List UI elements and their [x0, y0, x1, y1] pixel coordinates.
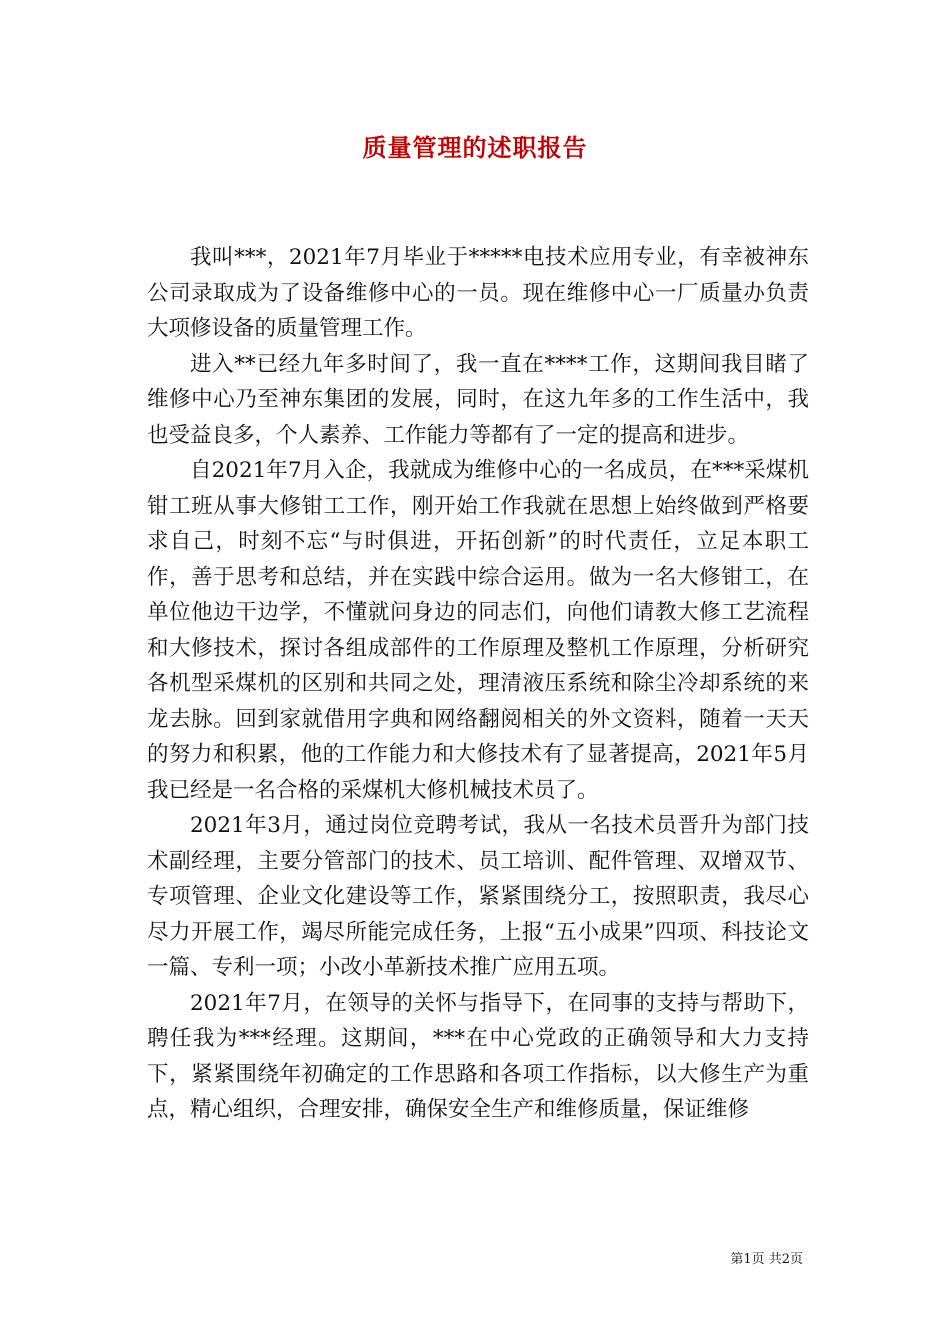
paragraph-3: 自2021年7月入企，我就成为维修中心的一名成员，在***采煤机钳工班从事大修钳工工作，刚开始工作我就在思想上始终做到严格要求自己，时刻不忘“与时俱进，开拓创新”的时代责任，立足本职工作，善于思考和总结，并在实践中综合运用。做为一名大修钳工，在单位他边干边学，不懂就问身边的同志们，向他们请教大修工艺流程和大修技术，探讨各组成部件的工作原理及整机工作原理，分析研究各机型采煤机的区别和共同之处，理清液压系统和除尘冷却系统的来龙去脉。回到家就借用字典和网络翻阅相关的外文资料，随着一天天的努力和积累，他的工作能力和大修技术有了显著提高，2021年5月我已经是一名合格的采煤机大修机械技术员了。 [147, 458, 809, 803]
paragraph-4: 2021年3月，通过岗位竞聘考试，我从一名技术员晋升为部门技术副经理，主要分管部门的技术、员工培训、配件管理、双增双节、专项管理、企业文化建设等工作，紧紧围绕分工，按照职责，我尽心尽力开展工作，竭尽所能完成任务，上报“五小成果”四项、科技论文一篇、专利一项；小改小革新技术推广应用五项。 [147, 813, 809, 980]
paragraph-1: 我叫***，2021年7月毕业于*****电技术应用专业，有幸被神东公司录取成为了设备维修中心的一员。现在维修中心一厂质量办负责大项修设备的质量管理工作。 [147, 245, 809, 341]
paragraph-2: 进入**已经九年多时间了，我一直在****工作，这期间我目睹了维修中心乃至神东集团的发展，同时，在这九年多的工作生活中，我也受益良多，个人素养、工作能力等都有了一定的提高和进步。 [147, 351, 809, 448]
document-title: 质量管理的述职报告 [362, 133, 588, 162]
page-number-footer: 第1页 共2页 [730, 1252, 803, 1267]
paragraph-5: 2021年7月，在领导的关怀与指导下，在同事的支持与帮助下，聘任我为***经理。这期间，***在中心党政的正确领导和大力支持下，紧紧围绕年初确定的工作思路和各项工作指标，以大修生产为重点，精心组织，合理安排，确保安全生产和维修质量，保证维修 [147, 990, 809, 1122]
document-body [147, 240, 809, 1128]
